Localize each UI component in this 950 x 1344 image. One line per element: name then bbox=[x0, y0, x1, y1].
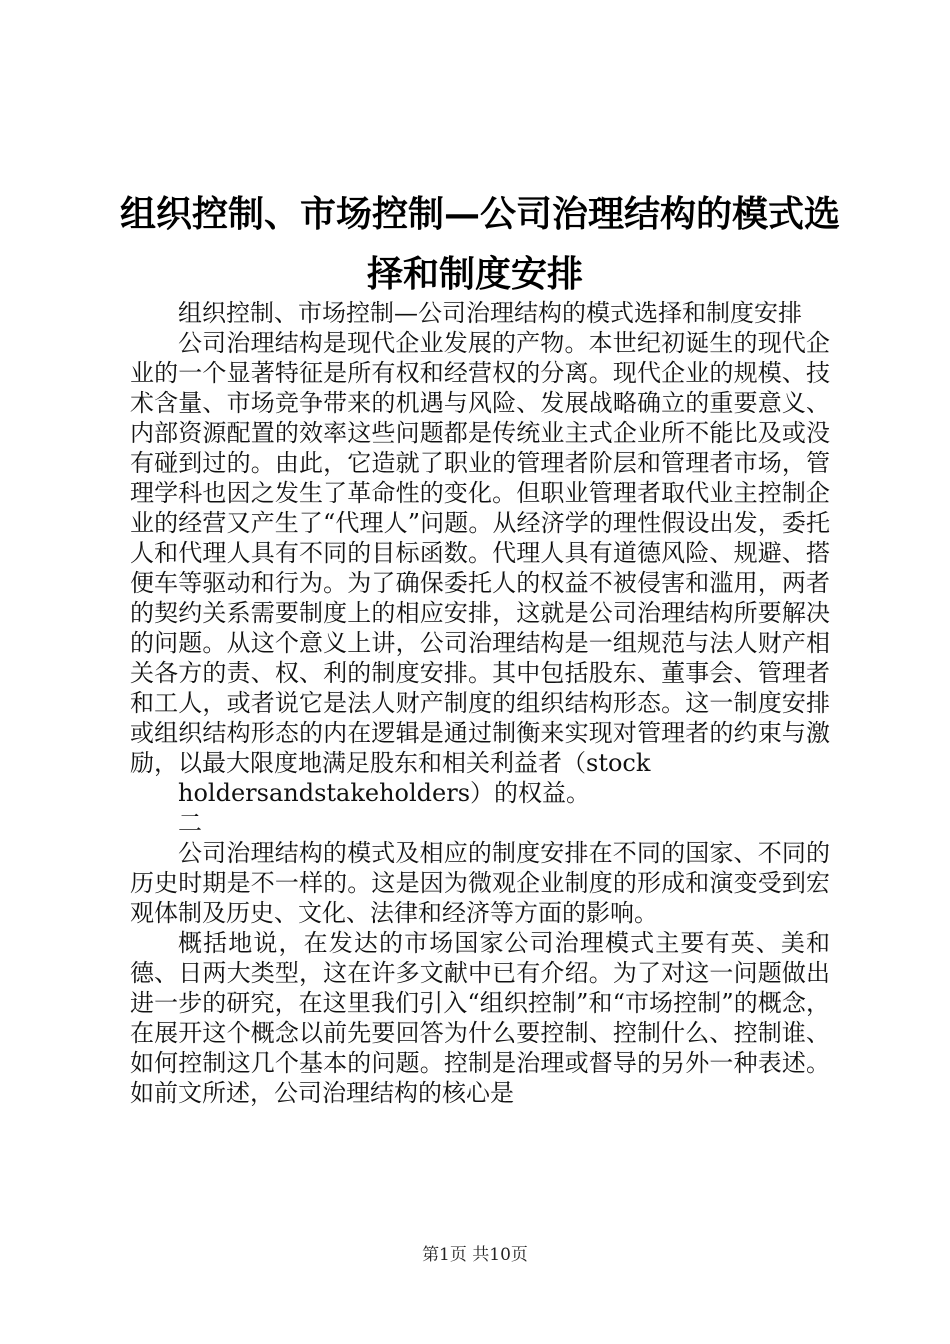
section-heading-two: 二 bbox=[178, 809, 202, 837]
paragraph-models: 公司治理结构的模式及相应的制度安排在不同的国家、不同的历史时期是不一样的。这是因为微观企业制度的形成和演变受到宏观体制及历史、文化、法律和经济等方面的影响。 bbox=[130, 839, 830, 927]
document-title bbox=[120, 184, 841, 304]
paragraph-intro: 公司治理结构是现代企业发展的产物。本世纪初诞生的现代企业的一个显著特征是所有权和经营权的分离。现代企业的规模、技术含量、市场竞争带来的机遇与风险、发展战略确立的重要意义、内部资源配置的效率这些问题都是传统业主式企业所不能比及或没有碰到过的。由此，它造就了职业的管理者阶层和管理者市场，管理学科也因之发生了革命性的变化。但职业管理者取代业主控制企业的经营又产生了“代理人”问题。从经济学的理性假设出发，委托人和代理人具有不同的目标函数。代理人具有道德风险、规避、搭便车等驱动和行为。为了确保委托人的权益不被侵害和滥用，两者的契约关系需要制度上的相应安排，这就是公司治理结构所要解决的问题。从这个意义上讲，公司治理结构是一组规范与法人财产相关各方的责、权、利的制度安排。其中包括股东、董事会、管理者和工人，或者说它是法人财产制度的组织结构形态。这一制度安排或组织结构形态的内在逻辑是通过制衡来实现对管理者的约束与激励，以最大限度地满足股东和相关利益者（stock bbox=[130, 329, 830, 777]
title-line-1: 组织控制、市场控制—公司治理结构的模式选 bbox=[120, 193, 841, 235]
title-line-2: 择和制度安排 bbox=[366, 253, 583, 295]
paragraph-intro-continued: holdersandstakeholders）的权益。 bbox=[178, 779, 591, 807]
paragraph-subtitle: 组织控制、市场控制—公司治理结构的模式选择和制度安排 bbox=[178, 299, 802, 327]
page-number: 第1页 共10页 bbox=[422, 1245, 528, 1265]
paragraph-summary: 概括地说，在发达的市场国家公司治理模式主要有英、美和德、日两大类型，这在许多文献中已有介绍。为了对这一问题做出进一步的研究，在这里我们引入“组织控制”和“市场控制”的概念，在展开这个概念以前先要回答为什么要控制、控制什么、控制谁、如何控制这几个基本的问题。控制是治理或督导的另外一种表述。如前文所述，公司治理结构的核心是 bbox=[130, 929, 830, 1107]
document-body bbox=[130, 298, 830, 1108]
